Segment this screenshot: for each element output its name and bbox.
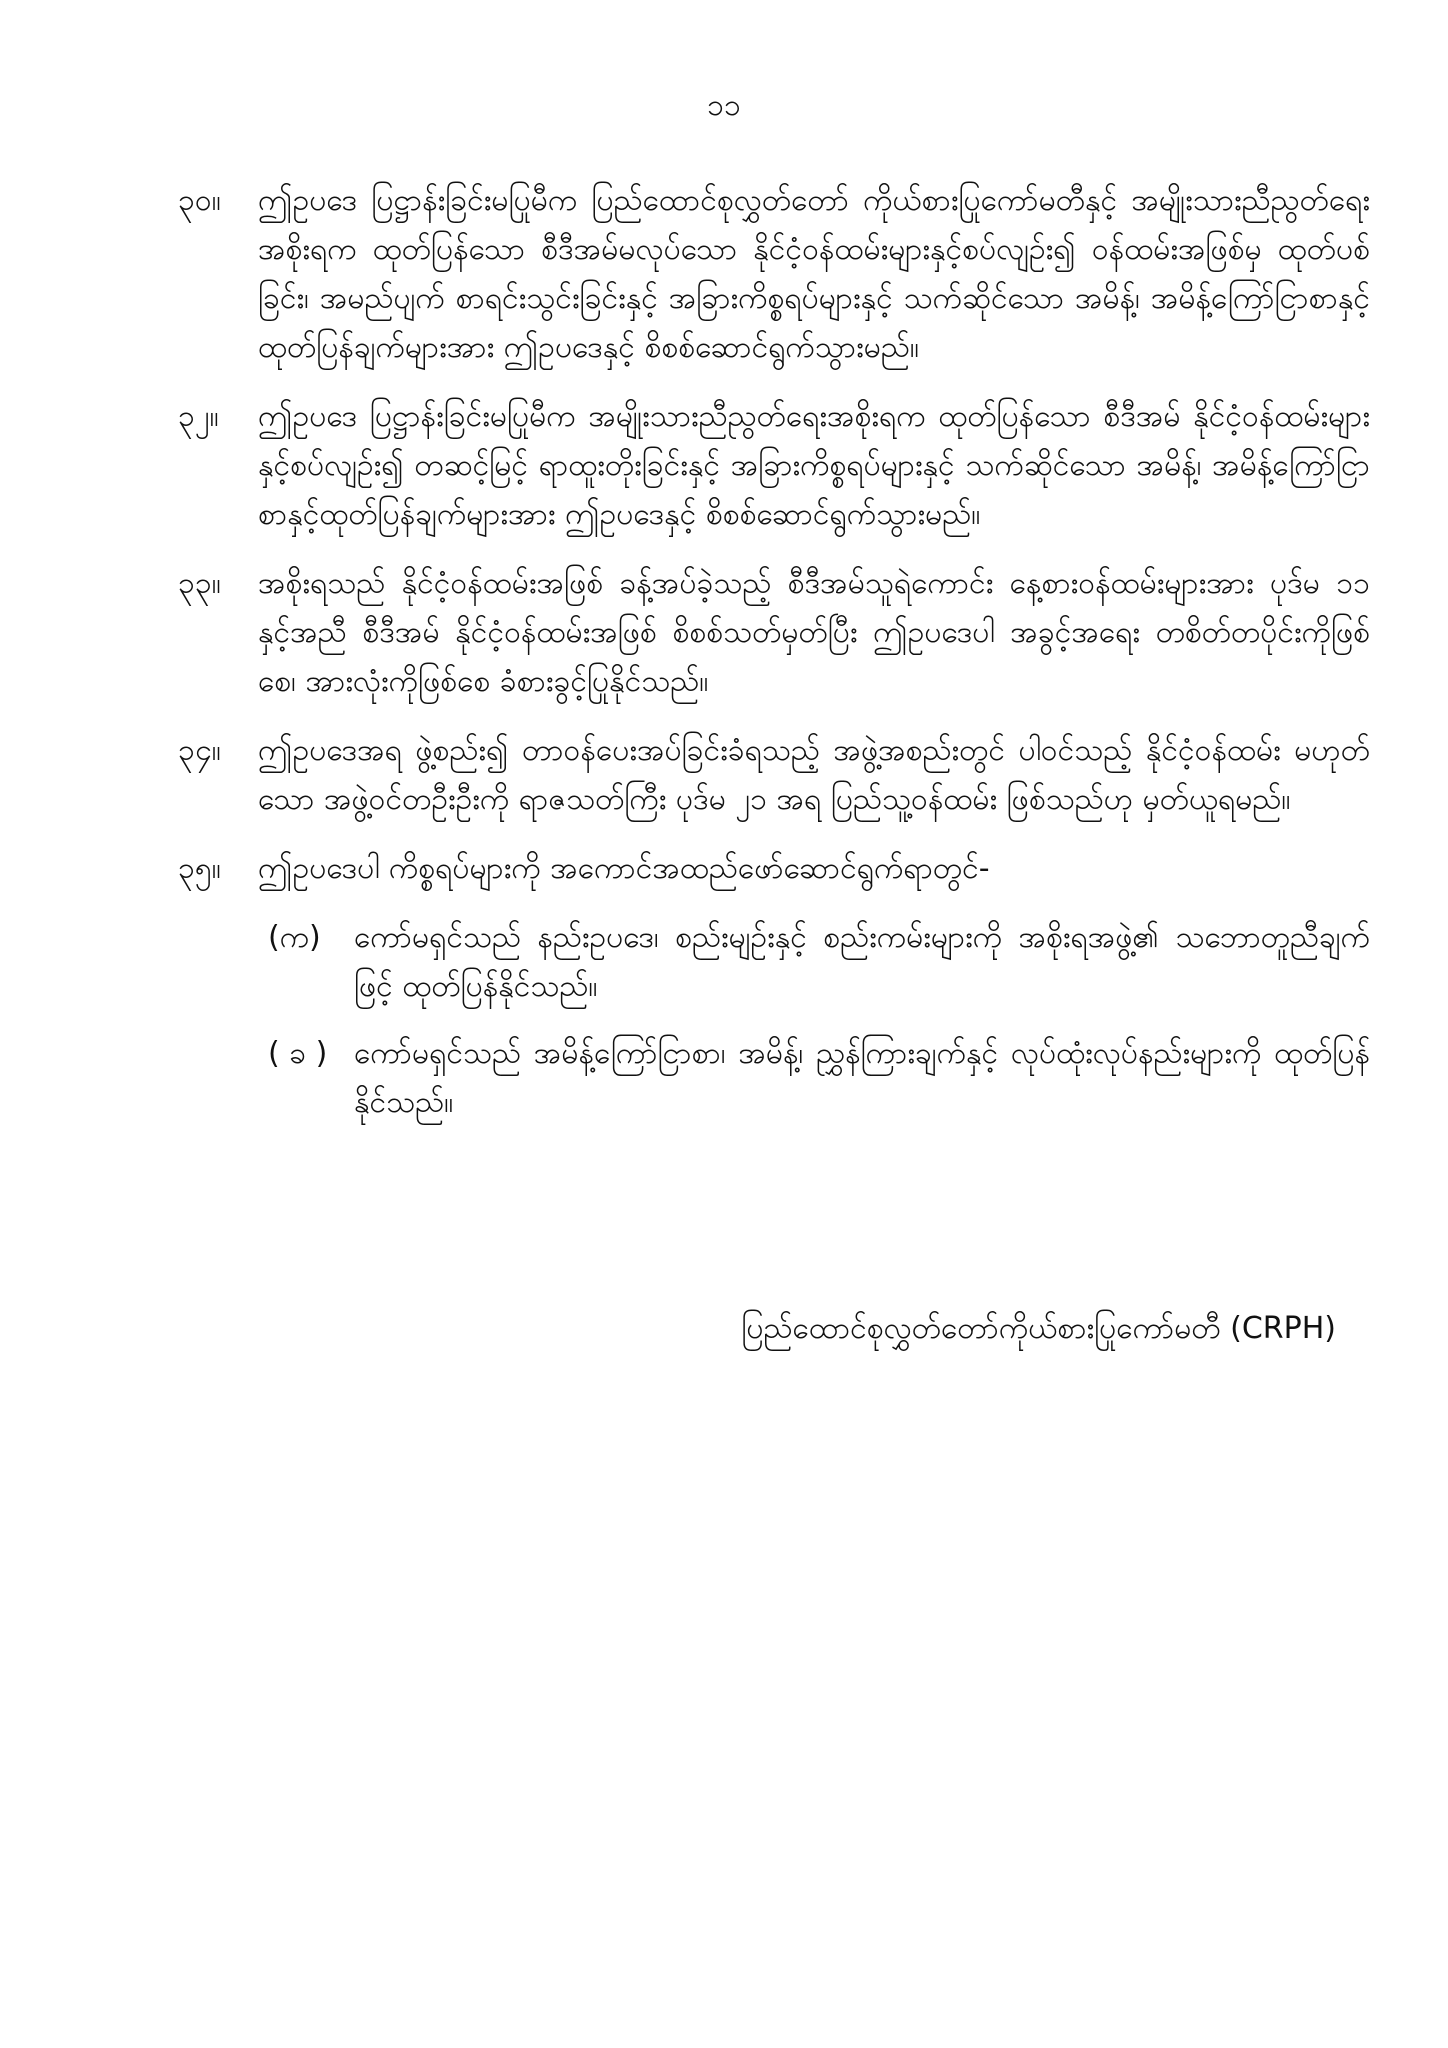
- subclause-kha: [178, 1029, 1370, 1127]
- signature-line: ပြည်ထောင်စုလွှတ်တော်ကိုယ်စားပြုကော်မတီ (CRPH): [741, 1311, 1336, 1346]
- subclause-ka: [178, 913, 1370, 1011]
- paragraph-30: [178, 176, 1370, 372]
- paragraph-35: [178, 844, 1370, 893]
- page-number: ၁၁: [707, 88, 741, 123]
- paragraph-number: ၃၅။: [178, 851, 221, 886]
- paragraph-text: ဤဥပဒေ ပြဋ္ဌာန်းခြင်းမပြုမီက ပြည်ထောင်စုလွှတ်တော် ကိုယ်စားပြုကော်မတီနှင့် အမျိုးသားညီညွတ်ရေးအစိုးရက ထုတ်ပြန်သော စီဒီအမ်မလုပ်သော နိုင်ငံ့ဝန်ထမ်းများနှင့်စပ်လျဉ်း၍ ဝန်ထမ်းအဖြစ်မှ ထုတ်ပစ်ခြင်း၊ အမည်ပျက် စာရင်းသွင်းခြင်းနှင့် အခြားကိစ္စရပ်များနှင့် သက်ဆိုင်သော အမိန့်၊ အမိန့်ကြော်ငြာစာနှင့် ထုတ်ပြန်ချက်များအား ဤဥပဒေနှင့် စိစစ်ဆောင်ရွက်သွားမည်။: [258, 183, 1370, 365]
- document-body: [178, 176, 1370, 1145]
- paragraph-33: [178, 559, 1370, 706]
- subclause-text: ကော်မရှင်သည် နည်းဥပဒေ၊ စည်းမျဉ်းနှင့် စည်းကမ်းများကို အစိုးရအဖွဲ့၏ သဘောတူညီချက်ဖြင့် ထုတ်ပြန်နိုင်သည်။: [354, 920, 1370, 1004]
- paragraph-number: ၃၀။: [178, 183, 221, 218]
- subclause-text: ကော်မရှင်သည် အမိန့်ကြော်ငြာစာ၊ အမိန့်၊ ညွှန်ကြားချက်နှင့် လုပ်ထုံးလုပ်နည်းများကို ထုတ်ပြန်နိုင်သည်။: [354, 1036, 1370, 1120]
- paragraph-text: ဤဥပဒေအရ ဖွဲ့စည်း၍ တာဝန်ပေးအပ်ခြင်းခံရသည့် အဖွဲ့အစည်းတွင် ပါဝင်သည့် နိုင်ငံ့ဝန်ထမ်း မဟုတ်သော အဖွဲ့ဝင်တဦးဦးကို ရာဇသတ်ကြီး ပုဒ်မ ၂၁ အရ ပြည်သူ့ဝန်ထမ်း ဖြစ်သည်ဟု မှတ်ယူရမည်။: [258, 733, 1370, 817]
- paragraph-text: အစိုးရသည် နိုင်ငံ့ဝန်ထမ်းအဖြစ် ခန့်အပ်ခဲ့သည့် စီဒီအမ်သူရဲကောင်း နေ့စားဝန်ထမ်းများအား ပုဒ်မ ၁၁ နှင့်အညီ စီဒီအမ် နိုင်ငံ့ဝန်ထမ်းအဖြစ် စိစစ်သတ်မှတ်ပြီး ဤဥပဒေပါ အခွင့်အရေး တစိတ်တပိုင်းကိုဖြစ်စေ၊ အားလုံးကိုဖြစ်စေ ခံစားခွင့်ပြုနိုင်သည်။: [258, 566, 1370, 699]
- subclause-label: ( ခ ): [268, 1036, 328, 1071]
- paragraph-34: [178, 726, 1370, 824]
- paragraph-text: ဤဥပဒေပါ ကိစ္စရပ်များကို အကောင်အထည်ဖော်ဆောင်ရွက်ရာတွင်-: [258, 851, 990, 886]
- paragraph-number: ၃၂။: [178, 399, 219, 434]
- paragraph-text: ဤဥပဒေ ပြဋ္ဌာန်းခြင်းမပြုမီက အမျိုးသားညီညွတ်ရေးအစိုးရက ထုတ်ပြန်သော စီဒီအမ် နိုင်ငံ့ဝန်ထမ်းများနှင့်စပ်လျဉ်း၍ တဆင့်မြင့် ရာထူးတိုးခြင်းနှင့် အခြားကိစ္စရပ်များနှင့် သက်ဆိုင်သော အမိန့်၊ အမိန့်ကြော်ငြာစာနှင့်ထုတ်ပြန်ချက်များအား ဤဥပဒေနှင့် စိစစ်ဆောင်ရွက်သွားမည်။: [258, 399, 1370, 532]
- paragraph-number: ၃၄။: [178, 733, 221, 768]
- paragraph-number: ၃၃။: [178, 566, 221, 601]
- paragraph-32: [178, 392, 1370, 539]
- subclause-label: (က): [268, 920, 321, 955]
